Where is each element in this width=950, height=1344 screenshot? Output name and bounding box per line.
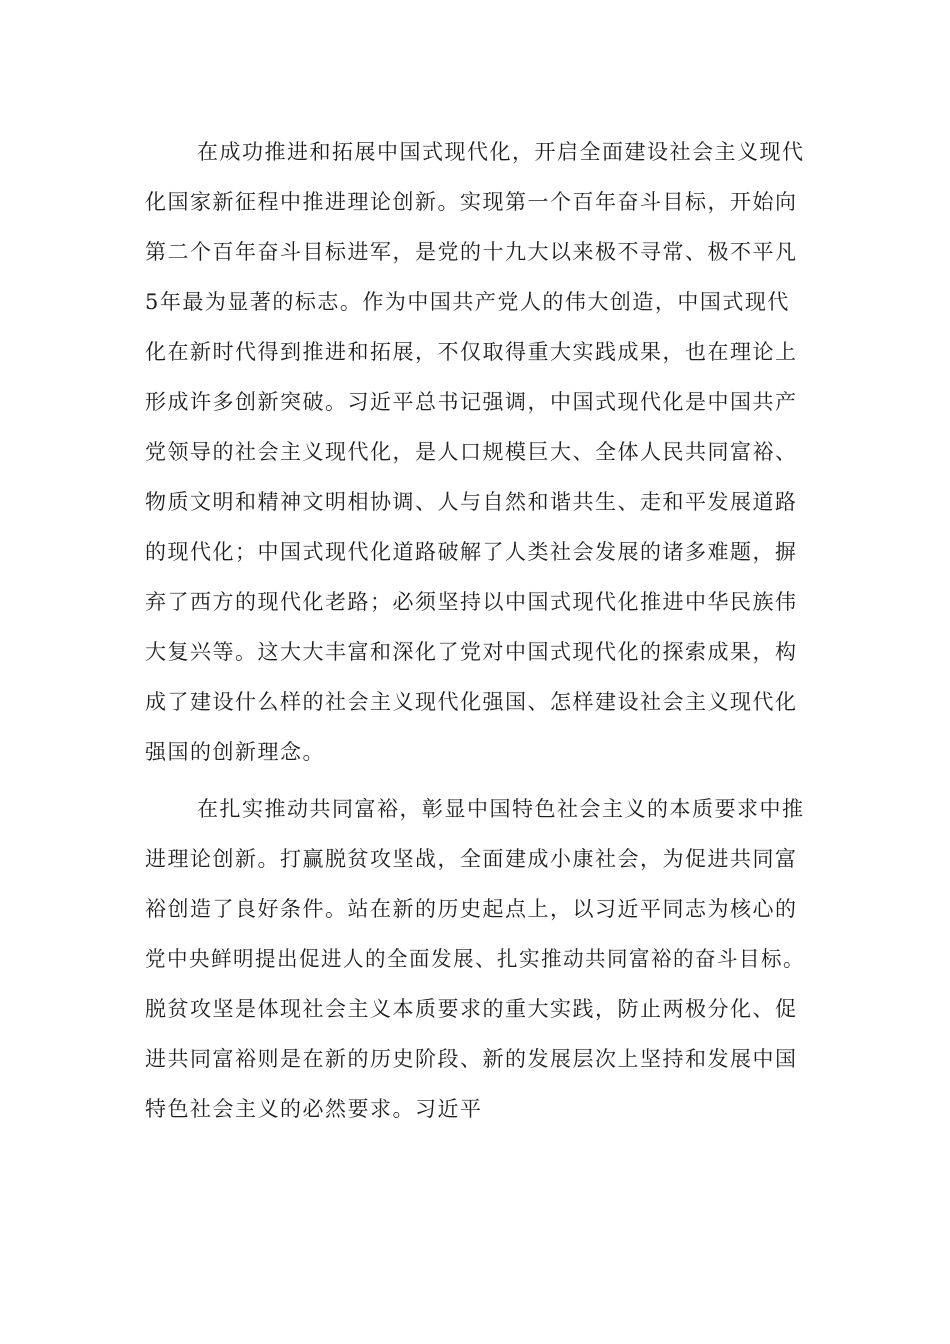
paragraph-line: 脱贫攻坚是体现社会主义本质要求的重大实践，防止两极分化、促 [145,997,798,1021]
paragraph-line: 在扎实推动共同富裕，彰显中国特色社会主义的本质要求中推 [197,797,805,821]
paragraph-line: 裕创造了良好条件。站在新的历史起点上，以习近平同志为核心的 [145,897,798,921]
paragraph-line: 党领导的社会主义现代化，是人口规模巨大、全体人民共同富裕、 [145,440,798,464]
paragraph-1 [145,137,805,764]
paragraph-line: 弃了西方的现代化老路；必须坚持以中国式现代化推进中华民族伟 [145,590,798,614]
paragraph-line: 化在新时代得到推进和拓展，不仅取得重大实践成果，也在理论上 [145,340,798,364]
paragraph-line: 第二个百年奋斗目标进军，是党的十九大以来极不寻常、极不平凡 [145,240,798,264]
paragraph-line: 大复兴等。这大大丰富和深化了党对中国式现代化的探索成果，构 [145,640,798,664]
paragraph-line: 进理论创新。打赢脱贫攻坚战，全面建成小康社会，为促进共同富 [145,847,798,871]
paragraph-2 [145,794,805,1134]
paragraph-line: 特色社会主义的必然要求。习近平 [145,1097,483,1121]
paragraph-line: 5年最为显著的标志。作为中国共产党人的伟大创造，中国式现代 [145,290,790,314]
paragraph-line: 化国家新征程中推进理论创新。实现第一个百年奋斗目标，开始向 [145,190,798,214]
paragraph-line: 物质文明和精神文明相协调、人与自然和谐共生、走和平发展道路 [145,490,798,514]
paragraph-line: 成了建设什么样的社会主义现代化强国、怎样建设社会主义现代化 [145,690,798,714]
paragraph-line: 的现代化；中国式现代化道路破解了人类社会发展的诸多难题，摒 [145,540,798,564]
paragraph-line: 形成许多创新突破。习近平总书记强调，中国式现代化是中国共产 [145,390,798,414]
paragraph-line: 强国的创新理念。 [145,740,325,764]
paragraph-line: 党中央鲜明提出促进人的全面发展、扎实推动共同富裕的奋斗目标。 [145,947,805,971]
paragraph-line: 在成功推进和拓展中国式现代化，开启全面建设社会主义现代 [197,140,805,164]
paragraph-line: 进共同富裕则是在新的历史阶段、新的发展层次上坚持和发展中国 [145,1047,798,1071]
